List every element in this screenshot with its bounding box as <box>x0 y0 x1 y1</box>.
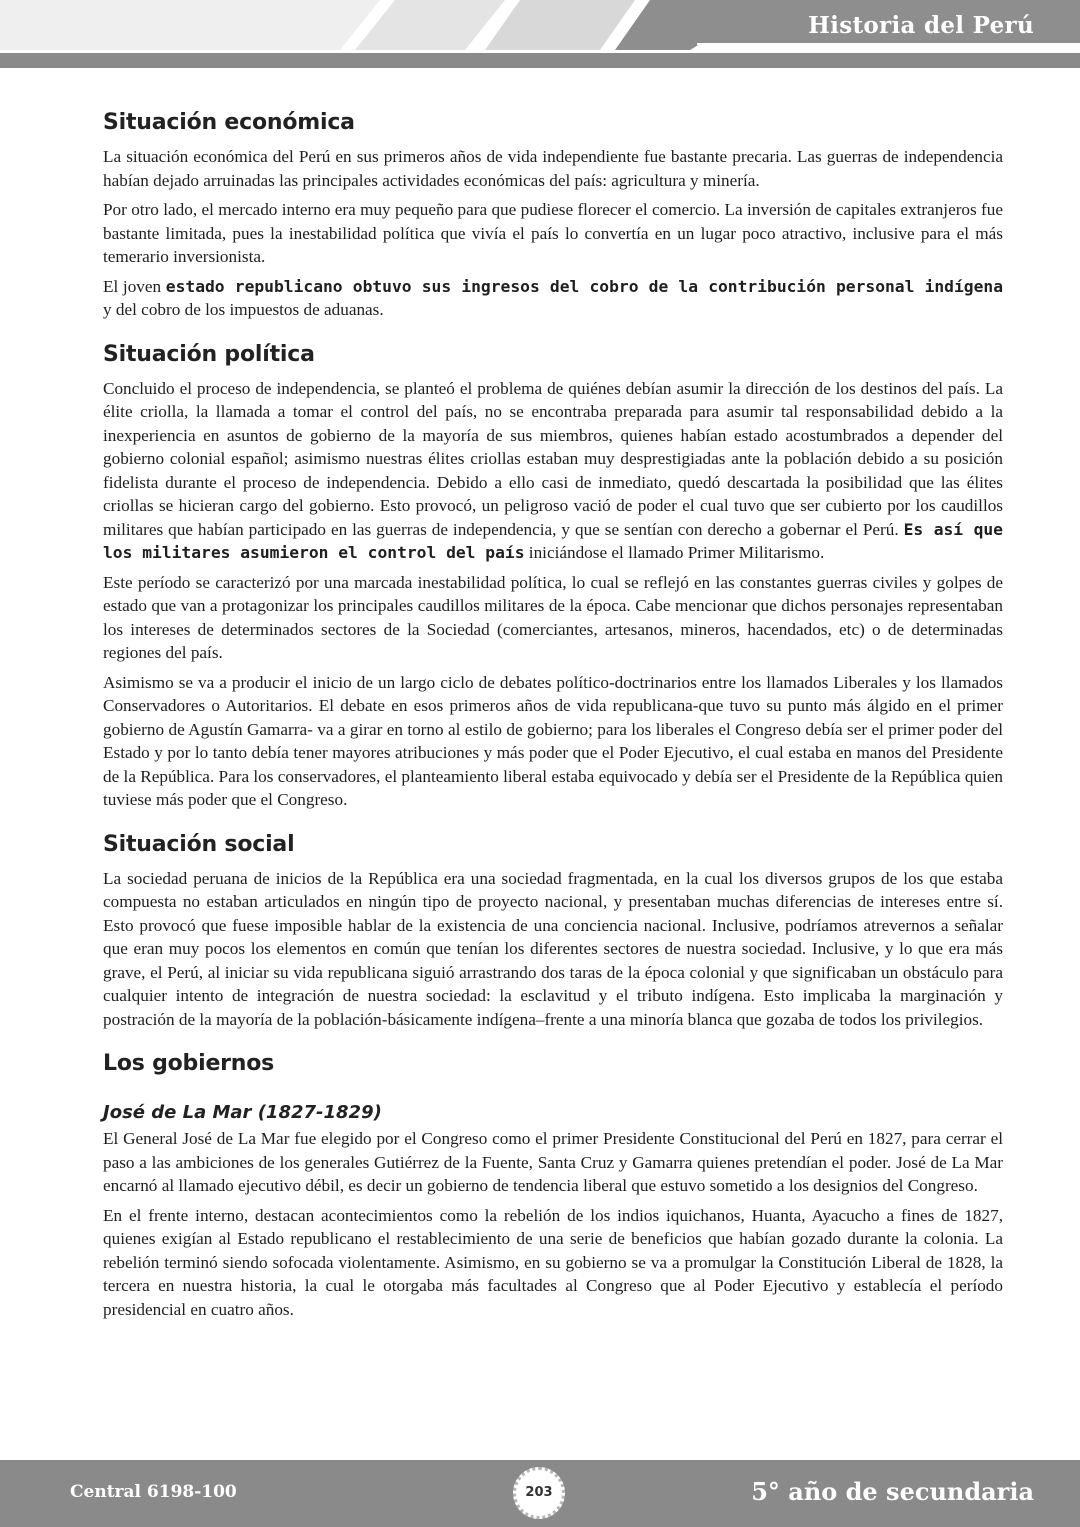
section-social <box>103 832 1003 1032</box>
subsection-heading: José de La Mar (1827-1829) <box>103 1102 382 1123</box>
main-content <box>103 110 1003 1341</box>
section-economica <box>103 110 1003 322</box>
paragraph-text: y del cobro de los impuestos de aduanas. <box>103 300 384 319</box>
paragraph: La sociedad peruana de inicios de la República era una sociedad fragmentada, en la cual los diversos grupos de los que estaba compuesta no estaban articulados en ningún tipo de proyecto nacional, y presentaban muchas diferencias de intereses entre sí. Esto provocó que fuese imposible hablar de la existencia de una conciencia nacional. Inclusive, podríamos atrevernos a señalar que eran muy pocos los elementos en común que tenían los diferentes sectores de nuestra sociedad. Inclusive, y lo que era más grave, el Perú, al iniciar su vida republicana siguió arrastrando dos taras de la época colonial y que significaban un obstáculo para cualquier intento de integración de nuestra sociedad: la esclavitud y el tributo indígena. Esto implicaba la marginación y postración de la mayoría de la población-básicamente indígena–frente a una minoría blanca que gozaba de todos los privilegios. <box>103 868 1003 1029</box>
page-footer <box>0 1460 1080 1527</box>
paragraph: Este período se caracterizó por una marcada inestabilidad política, lo cual se reflejó en las constantes guerras civiles y golpes de estado que van a protagonizar los principales caudillos militares de la época. Cabe mencionar que dichos personajes representaban los intereses de determinados sectores de la Sociedad (comerciantes, artesanos, mineros, hacendados, etc) o de determinadas regiones del país. <box>103 572 1003 662</box>
footer-phone: Central 6198-100 <box>70 1482 237 1502</box>
paragraph-text: iniciándose el llamado Primer Militarismo. <box>524 543 825 562</box>
footer-grade: 5° año de secundaria <box>751 1477 1034 1506</box>
paragraph-text: El joven <box>103 276 166 296</box>
paragraph: En el frente interno, destacan acontecimientos como la rebelión de los indios iquichanos, Huanta, Ayacucho a fines de 1827, quienes exigían al Estado republicano el restablecimiento de una serie de beneficios que habían gozado durante la colonia. La rebelión terminó siendo sofocada violentamente. Asimismo, en su gobierno se va a promulgar la Constitución Liberal de 1828, la tercera en nuestra historia, la cual le otorgaba más facultades al Congreso que al Poder Ejecutivo y establecía el período presidencial en cuatro años. <box>103 1205 1003 1319</box>
section-politica <box>103 342 1003 812</box>
bold-text: estado republicano obtuvo sus ingresos del cobro de la contribución personal indígena <box>165 276 1003 296</box>
page-header <box>0 0 1080 68</box>
paragraph: Asimismo se va a producir el inicio de un largo ciclo de debates político-doctrinarios entre los llamados Liberales y los llamados Conservadores o Autoritarios. El debate en esos primeros años de vida republicana-que tuvo su punto más álgido en el primer gobierno de Agustín Gamarra- va a girar en torno al estilo de gobierno; para los liberales el Congreso debía ser el primer poder del Estado y por lo tanto debía tener mayores atribuciones y más poder que el Poder Ejecutivo, el cual estaba en manos del Presidente de la República. Para los conservadores, el planteamiento liberal estaba equivocado y debía ser el Presidente de la República quien tuviese más poder que el Congreso. <box>103 672 1003 809</box>
header-title: Historia del Perú <box>808 12 1034 39</box>
page-number: 203 <box>513 1467 565 1519</box>
paragraph-text: Concluido el proceso de independencia, se planteó el problema de quiénes debían asumir la dirección de los destinos del país. La élite criolla, la llamada a tomar el control del país, no se encontraba preparada para asumir tal responsabilidad debido a la inexperiencia en asuntos de gobierno de la mayoría de sus miembros, quienes habían estado acostumbrados a depender del gobierno colonial español; asimismo nuestras élites criollas estaban muy desprestigiadas ante la población debido a su posición fidelista durante el proceso de independencia. Debido a ello casi de inmediato, quedó descartada la posibilidad que las élites criollas se hicieran cargo del gobierno. Esto provocó, un peligroso vació de poder el cual tuvo que ser cubierto por los caudillos militares que habían participado en las guerras de independencia, y que se sentían con derecho a gobernar el Perú. <box>103 378 1003 539</box>
section-heading: Situación económica <box>103 110 355 135</box>
paragraph: El General José de La Mar fue elegido por el Congreso como el primer Presidente Constitucional del Perú en 1827, para cerrar el paso a las ambiciones de los generales Gutiérrez de la Fuente, Santa Cruz y Gamarra quienes pretendían el poder. José de La Mar encarnó al llamado ejecutivo débil, es decir un gobierno de tendencia liberal que estuvo sometido a los designios del Congreso. <box>103 1129 1003 1195</box>
section-heading: Los gobiernos <box>103 1051 275 1076</box>
paragraph: Por otro lado, el mercado interno era muy pequeño para que pudiese florecer el comercio. La inversión de capitales extranjeros fue bastante limitada, pues la inestabilidad política que vivía el país lo convertía en un lugar poco atractivo, inclusive para el más temerario inversionista. <box>103 200 1003 266</box>
bold-text: Es así que los militares asumieron el control del país <box>103 519 1003 562</box>
section-gobiernos <box>103 1051 1003 1321</box>
paragraph <box>103 275 1003 322</box>
paragraph <box>103 377 1003 565</box>
section-heading: Situación social <box>103 831 295 857</box>
section-heading: Situación política <box>103 341 315 367</box>
paragraph: La situación económica del Perú en sus primeros años de vida independiente fue bastante precaria. Las guerras de independencia habían dejado arruinadas las principales actividades económicas del país: agricultura y minería. <box>103 147 1003 190</box>
